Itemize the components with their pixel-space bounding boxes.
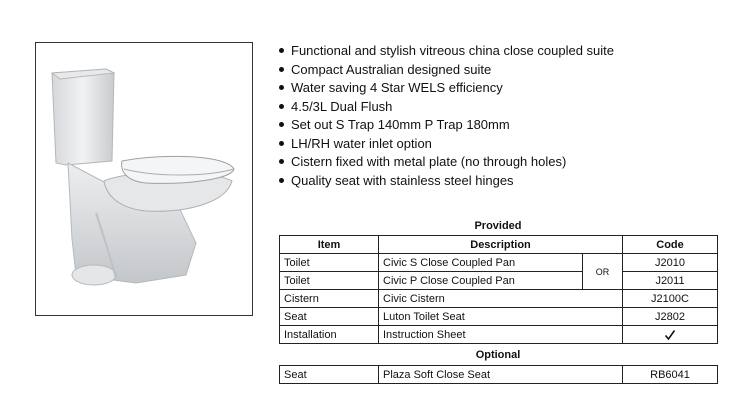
feature-item: 4.5/3L Dual Flush: [278, 98, 614, 117]
header-description: Description: [379, 236, 623, 254]
optional-table: [279, 365, 718, 384]
row-item: Toilet: [280, 272, 379, 290]
row-description: Instruction Sheet: [379, 326, 623, 344]
row-item: Cistern: [280, 290, 379, 308]
table-row: [280, 290, 718, 308]
row-description: Luton Toilet Seat: [379, 308, 623, 326]
header-code: Code: [623, 236, 718, 254]
table-row: [280, 326, 718, 344]
table-row: [280, 366, 718, 384]
product-photo: [35, 42, 253, 316]
row-item: Seat: [280, 308, 379, 326]
row-code: RB6041: [623, 366, 718, 384]
row-item: Installation: [280, 326, 379, 344]
provided-table: [279, 235, 718, 344]
feature-item: Set out S Trap 140mm P Trap 180mm: [278, 116, 614, 135]
row-code: J2802: [623, 308, 718, 326]
feature-item: Cistern fixed with metal plate (no through holes): [278, 153, 614, 172]
header-item: Item: [280, 236, 379, 254]
row-description: Civic P Close Coupled Pan: [379, 272, 583, 290]
feature-item: Compact Australian designed suite: [278, 61, 614, 80]
feature-item: LH/RH water inlet option: [278, 135, 614, 154]
row-description: Civic Cistern: [379, 290, 623, 308]
row-item: Seat: [280, 366, 379, 384]
row-description: Plaza Soft Close Seat: [379, 366, 623, 384]
row-description: Civic S Close Coupled Pan: [379, 254, 583, 272]
table-row: [280, 308, 718, 326]
or-label: OR: [583, 254, 623, 290]
feature-list: [278, 42, 614, 190]
row-code: J2100C: [623, 290, 718, 308]
toilet-illustration: [36, 43, 252, 315]
row-code: J2011: [623, 272, 718, 290]
table-row: [280, 272, 718, 290]
feature-item: Water saving 4 Star WELS efficiency: [278, 79, 614, 98]
provided-heading: Provided: [474, 220, 522, 232]
table-header-row: [280, 236, 718, 254]
optional-heading: Optional: [475, 349, 521, 361]
checkmark-icon: [664, 329, 676, 341]
row-code: [623, 326, 718, 344]
feature-item: Functional and stylish vitreous china close coupled suite: [278, 42, 614, 61]
row-code: J2010: [623, 254, 718, 272]
row-item: Toilet: [280, 254, 379, 272]
table-row: [280, 254, 718, 272]
feature-item: Quality seat with stainless steel hinges: [278, 172, 614, 191]
